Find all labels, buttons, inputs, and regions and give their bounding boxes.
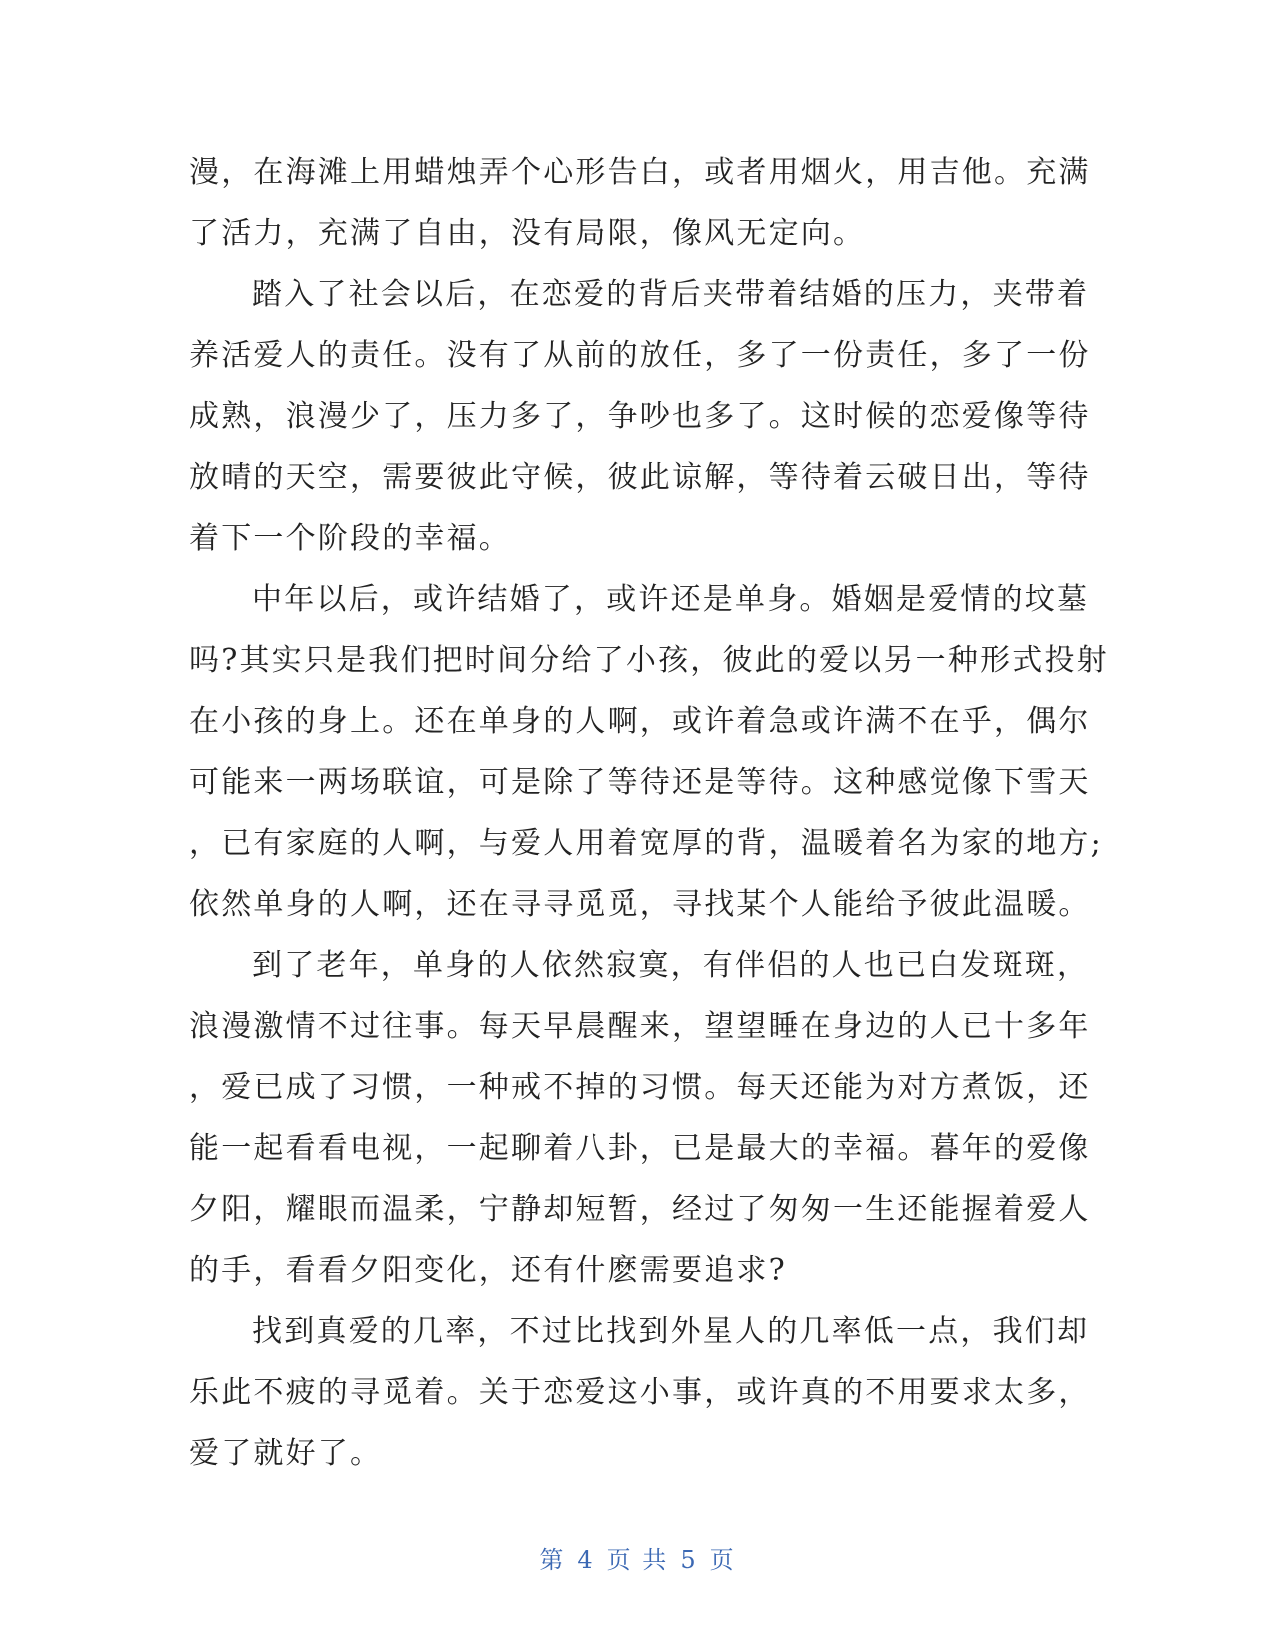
- text-line: 浪漫激情不过往事。每天早晨醒来，望望睡在身边的人已十多年: [189, 1009, 1091, 1044]
- text-line: 在小孩的身上。还在单身的人啊，或许着急或许满不在乎，偶尔: [189, 704, 1091, 739]
- text-line: 放晴的天空，需要彼此守候，彼此谅解，等待着云破日出，等待: [189, 460, 1091, 495]
- text-line: 依然单身的人啊，还在寻寻觅觅，寻找某个人能给予彼此温暖。: [189, 887, 1091, 922]
- text-line: ，已有家庭的人啊，与爱人用着宽厚的背，温暖着名为家的地方;: [189, 826, 1103, 861]
- paragraph-start-line: 到了老年，单身的人依然寂寞，有伴侣的人也已白发斑斑，: [252, 948, 1090, 983]
- text-line: 能一起看看电视，一起聊着八卦，已是最大的幸福。暮年的爱像: [189, 1131, 1091, 1166]
- text-line: 乐此不疲的寻觅着。关于恋爱这小事，或许真的不用要求太多，: [189, 1375, 1091, 1410]
- text-line: 了活力，充满了自由，没有局限，像风无定向。: [189, 216, 866, 251]
- footer-current-page: 4: [577, 1546, 595, 1574]
- text-line: 成熟，浪漫少了，压力多了，争吵也多了。这时候的恋爱像等待: [189, 399, 1091, 434]
- text-line: 漫，在海滩上用蜡烛弄个心形告白，或者用烟火，用吉他。充满: [189, 155, 1091, 190]
- text-line: 可能来一两场联谊，可是除了等待还是等待。这种感觉像下雪天: [189, 765, 1091, 800]
- footer-total-pages: 5: [680, 1546, 698, 1574]
- text-line: 夕阳，耀眼而温柔，宁静却短暂，经过了匆匆一生还能握着爱人: [189, 1192, 1091, 1227]
- text-line: 着下一个阶段的幸福。: [189, 521, 511, 556]
- paragraph-start-line: 找到真爱的几率，不过比找到外星人的几率低一点，我们却: [252, 1314, 1090, 1349]
- paragraph-start-line: 踏入了社会以后，在恋爱的背后夹带着结婚的压力，夹带着: [252, 277, 1090, 312]
- text-line: 吗?其实只是我们把时间分给了小孩，彼此的爱以另一种形式投射: [189, 643, 1109, 678]
- footer-suffix: 页: [709, 1546, 736, 1574]
- text-line: ，爱已成了习惯，一种戒不掉的习惯。每天还能为对方煮饭，还: [189, 1070, 1091, 1105]
- text-line: 养活爱人的责任。没有了从前的放任，多了一份责任，多了一份: [189, 338, 1091, 373]
- text-line: 的手，看看夕阳变化，还有什麽需要追求?: [189, 1253, 787, 1288]
- footer-prefix: 第: [539, 1546, 566, 1574]
- paragraph-start-line: 中年以后，或许结婚了，或许还是单身。婚姻是爱情的坟墓: [252, 582, 1090, 617]
- footer-middle: 页 共: [606, 1546, 669, 1574]
- page-footer: [0, 1540, 1275, 1575]
- body-text: [189, 142, 1109, 1484]
- text-line: 爱了就好了。: [189, 1436, 383, 1471]
